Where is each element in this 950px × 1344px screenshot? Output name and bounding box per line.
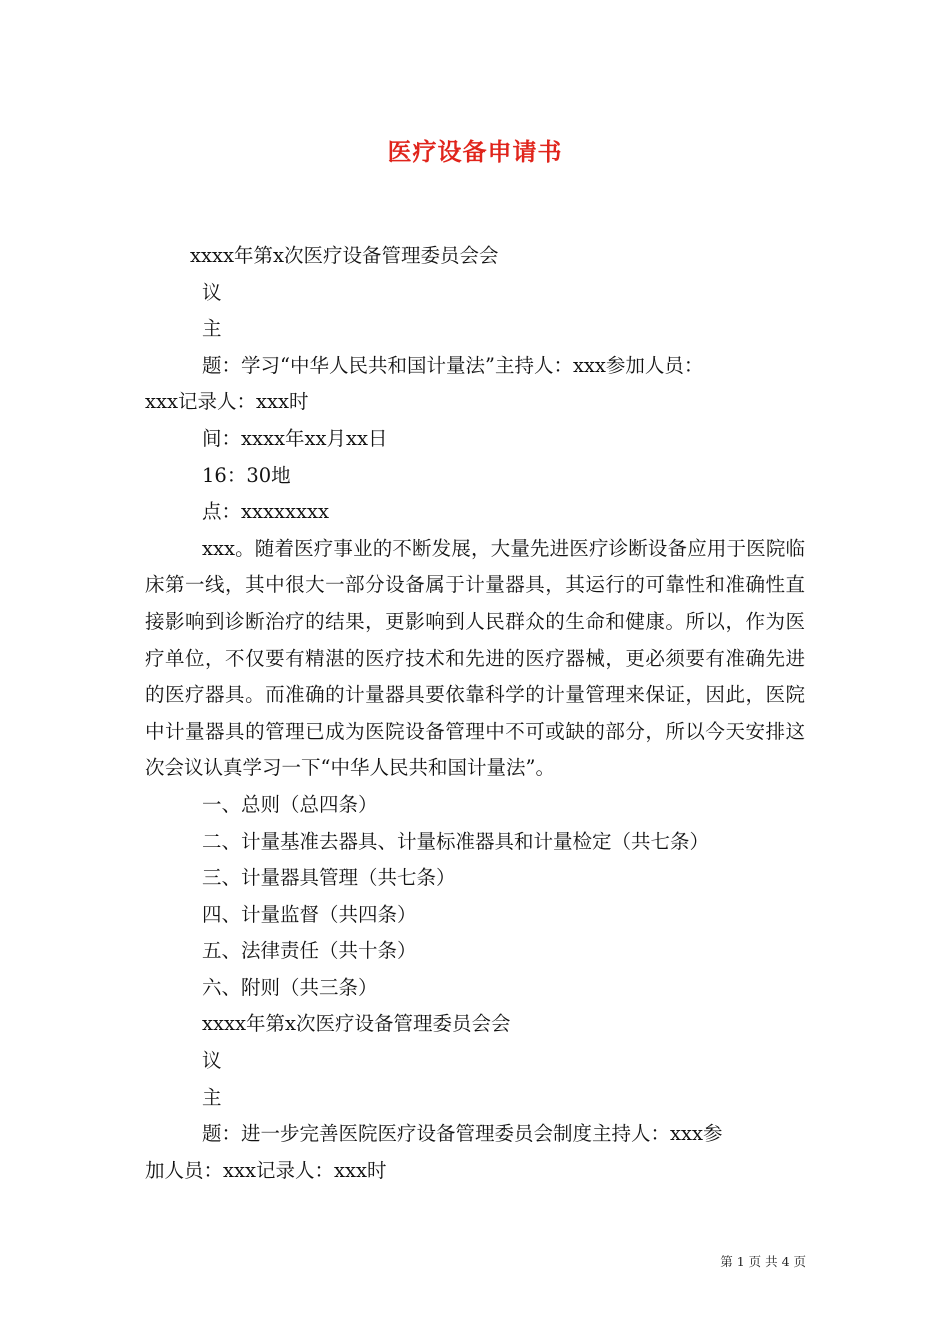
recorder-line: xxx记录人：xxx时 [145,390,309,414]
meeting-heading-line: xxxx年第x次医疗设备管理委员会会 [190,244,499,267]
document-title: 医疗设备申请书 [387,137,563,166]
second-meeting-heading: xxxx年第x次医疗设备管理委员会会 [202,1012,511,1036]
intro-paragraph: xxx。随着医疗事业的不断发展，大量先进医疗诊断设备应用于医院临床第一线，其中很大一部分设备属于计量器具，其运行的可靠性和准确性直接影响到诊断治疗的结果，更影响到人民群众的生命和健康。所以，作为医疗单位，不仅要有精湛的医疗技术和先进的医疗器械，更必须要有准确先进的医疗器具。而准确的计量器具要依靠科学的计量管理来保证，因此，医院中计量器具的管理已成为医院设备管理中不可或缺的部分，所以今天安排这次会议认真学习一下“中华人民共和国计量法”。 [145,536,805,780]
second-subject-label-line: 主 [202,1085,222,1109]
second-subject-line: 题：进一步完善医院医疗设备管理委员会制度主持人：xxx参 [202,1122,723,1146]
second-meeting-heading-continuation: 议 [202,1049,222,1073]
chapter-item: 六、附则（共三条） [202,975,378,999]
subject-line: 题：学习“中华人民共和国计量法”主持人：xxx参加人员： [202,353,704,377]
second-participants-line: 加人员：xxx记录人：xxx时 [145,1158,387,1182]
chapter-item: 三、计量器具管理（共七条） [202,866,456,890]
chapter-item: 一、总则（总四条） [202,792,378,816]
time-hour-line: 16：30地 [202,463,291,487]
chapter-item: 四、计量监督（共四条） [202,902,417,926]
time-line: 间：xxxx年xx月xx日 [202,426,388,450]
document-body [145,238,805,1189]
location-line: 点：xxxxxxxx [202,500,329,524]
subject-label-line: 主 [202,317,222,341]
chapter-item: 五、法律责任（共十条） [202,939,417,963]
meeting-heading-continuation: 议 [202,280,222,304]
page-number-footer: 第 1 页 共 4 页 [720,1254,806,1269]
chapter-item: 二、计量基准去器具、计量标准器具和计量检定（共七条） [202,829,710,853]
